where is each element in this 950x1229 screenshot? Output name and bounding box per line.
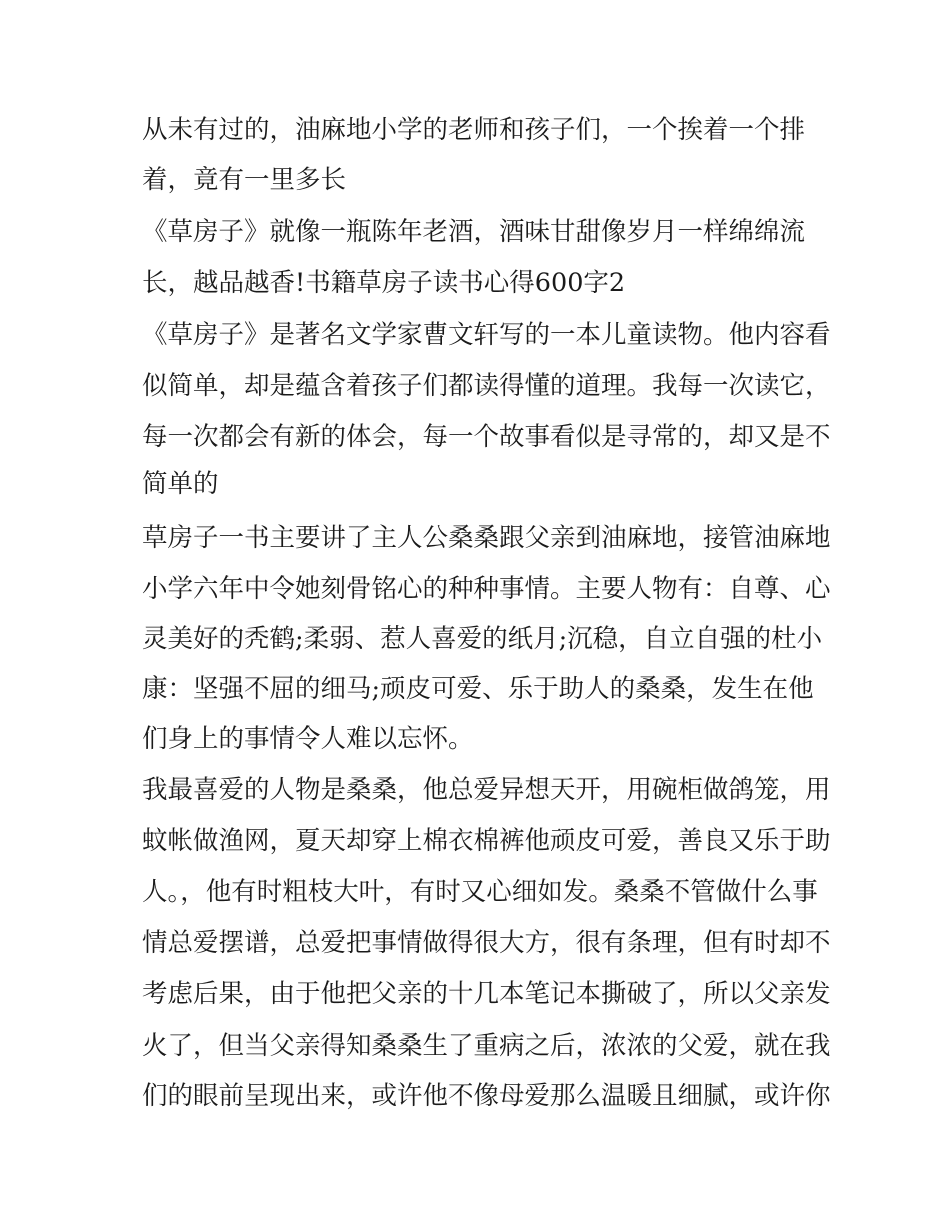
text-line: 《草房子》就像一瓶陈年老酒，酒味甘甜像岁月一样绵绵流 <box>142 217 806 247</box>
text-line: 我最喜爱的人物是桑桑，他总爱异想天开，用碗柜做鸽笼，用 <box>142 775 831 805</box>
text-line: 似简单，却是蕴含着孩子们都读得懂的道理。我每一次读它， <box>142 371 831 401</box>
text-line: 从未有过的，油麻地小学的老师和孩子们，一个挨着一个排 <box>142 115 806 145</box>
text-line: 每一次都会有新的体会，每一个故事看似是寻常的，却又是不 <box>142 422 831 452</box>
text-line: 们的眼前呈现出来，或许他不像母爱那么温暖且细腻，或许你 <box>142 1081 831 1111</box>
text-line: 们身上的事情令人难以忘怀。 <box>142 724 474 754</box>
text-line: 小学六年中令她刻骨铭心的种种事情。主要人物有：自尊、心 <box>142 574 831 604</box>
text-line: 灵美好的秃鹤;柔弱、惹人喜爱的纸月;沉稳，自立自强的杜小 <box>142 624 823 654</box>
text-line: 简单的 <box>142 469 219 499</box>
text-line: 着，竟有一里多长 <box>142 165 347 195</box>
text-line: 火了，但当父亲得知桑桑生了重病之后，浓浓的父爱，就在我 <box>142 1031 831 1061</box>
text-line: 长，越品越香!书籍草房子读书心得600字2 <box>142 268 626 298</box>
text-line: 草房子一书主要讲了主人公桑桑跟父亲到油麻地，接管油麻地 <box>142 523 831 553</box>
text-line: 情总爱摆谱，总爱把事情做得很大方，很有条理，但有时却不 <box>142 928 831 958</box>
text-line: 人。，他有时粗枝大叶，有时又心细如发。桑桑不管做什么事 <box>142 877 818 907</box>
text-line: 考虑后果，由于他把父亲的十几本笔记本撕破了，所以父亲发 <box>142 979 831 1009</box>
text-line: 康：坚强不屈的细马;顽皮可爱、乐于助人的桑桑，发生在他 <box>142 674 814 704</box>
text-line: 蚊帐做渔网，夏天却穿上棉衣棉裤他顽皮可爱，善良又乐于助 <box>142 826 831 856</box>
text-line: 《草房子》是著名文学家曹文轩写的一本儿童读物。他内容看 <box>142 320 831 350</box>
